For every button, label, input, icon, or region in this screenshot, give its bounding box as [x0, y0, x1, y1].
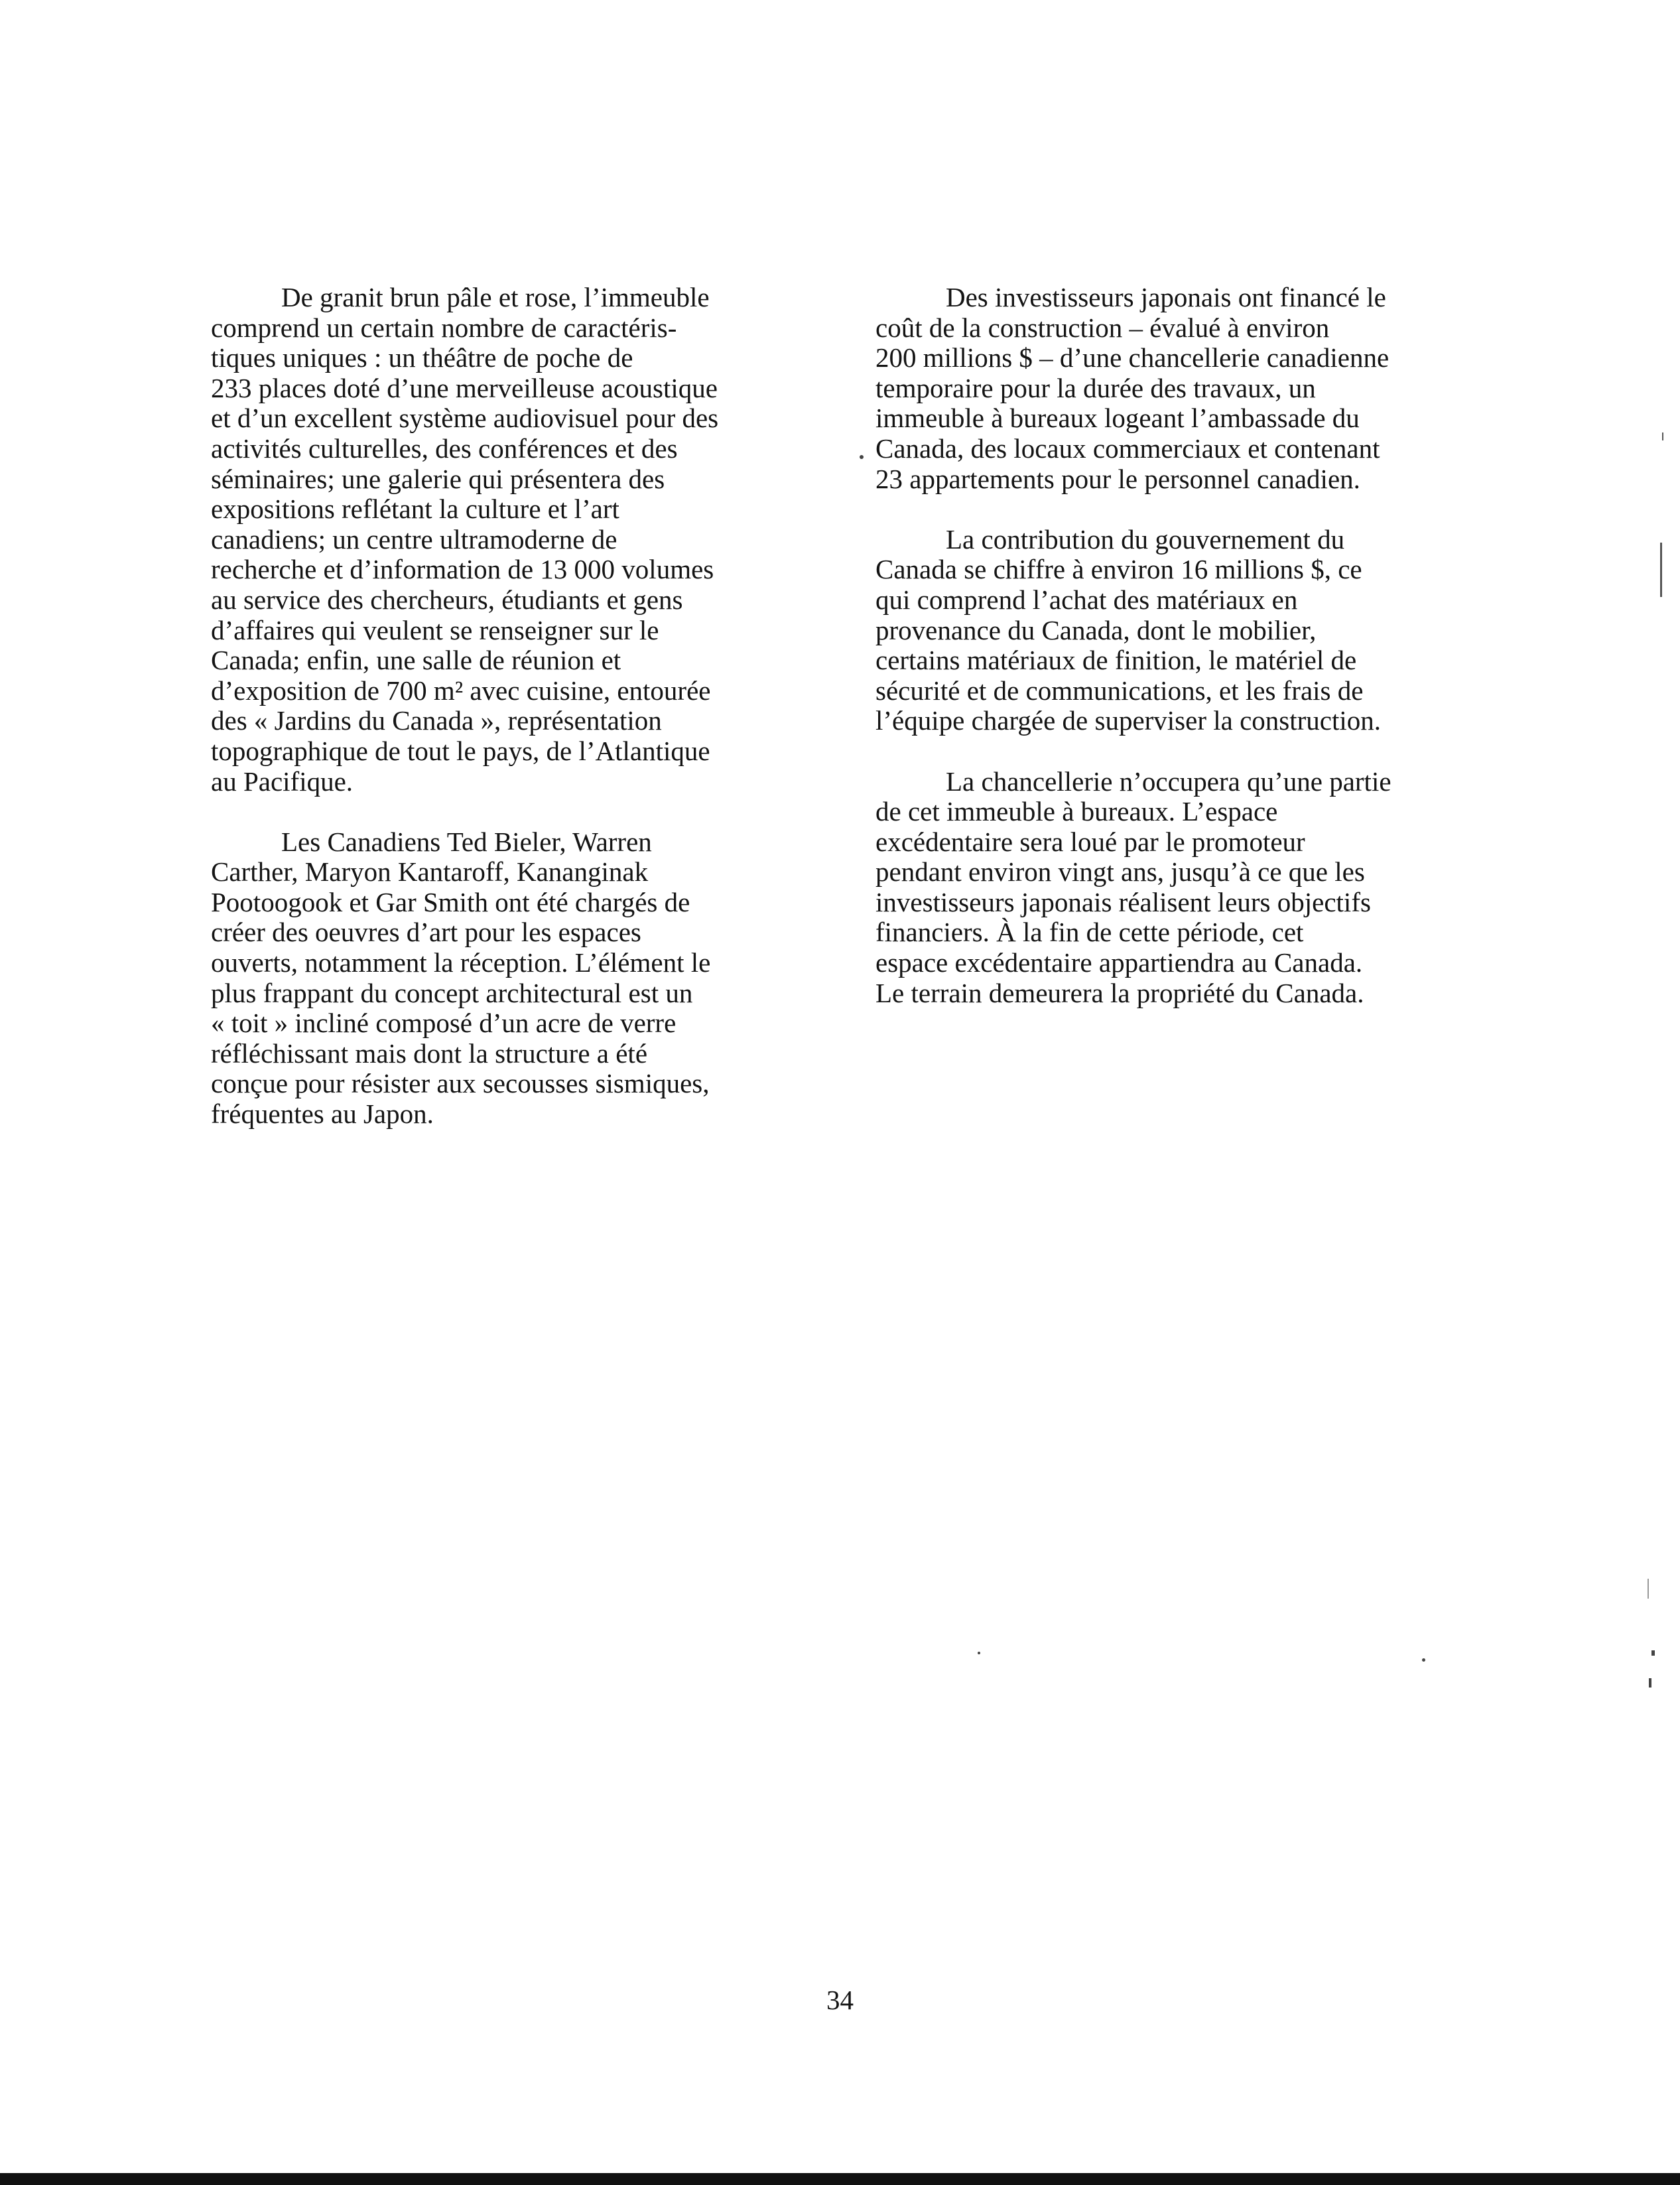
text-line: Pootoogook et Gar Smith ont été chargés de	[211, 886, 690, 917]
text-line: créer des oeuvres d’art pour les espaces	[211, 917, 641, 948]
text-line: d’affaires qui veulent se renseigner sur le	[211, 614, 659, 645]
text-line: et d’un excellent système audiovisuel pour des	[211, 403, 719, 434]
paragraph-artists	[211, 827, 795, 1130]
text-line: canadiens; un centre ultramoderne de	[211, 523, 617, 555]
text-line: séminaires; une galerie qui présentera des	[211, 463, 665, 494]
text-line: d’exposition de 700 m² avec cuisine, entourée	[211, 675, 711, 706]
scan-margin-mark	[1660, 543, 1662, 597]
text-line: au service des chercheurs, étudiants et gens	[211, 584, 683, 615]
text-line: investisseurs japonais réalisent leurs objectifs	[875, 886, 1371, 917]
text-line: financiers. À la fin de cette période, cet	[875, 917, 1304, 948]
text-line: conçue pour résister aux secousses sismiques,	[211, 1068, 710, 1099]
paragraph-investors	[875, 283, 1459, 494]
text-line: activités culturelles, des conférences et des	[211, 432, 678, 464]
text-line: recherche et d’information de 13 000 volumes	[211, 554, 714, 585]
scan-speck	[1651, 1650, 1655, 1656]
text-line: tiques uniques : un théâtre de poche de	[211, 342, 633, 373]
text-line: 200 millions $ – d’une chancellerie canadienne	[875, 342, 1389, 373]
text-line: fréquentes au Japon.	[211, 1098, 434, 1130]
text-line: l’équipe chargée de superviser la construction.	[875, 705, 1382, 736]
text-line: Canada; enfin, une salle de réunion et	[211, 645, 621, 676]
text-line: au Pacifique.	[211, 765, 354, 797]
text-line: Canada se chiffre à environ 16 millions $, ce	[875, 554, 1362, 585]
text-line: plus frappant du concept architectural est un	[211, 977, 693, 1008]
text-line: 23 appartements pour le personnel canadien.	[875, 463, 1360, 494]
paragraph-building-features	[211, 283, 795, 797]
text-line: certains matériaux de finition, le matériel de	[875, 645, 1357, 676]
text-line: temporaire pour la durée des travaux, un	[875, 372, 1316, 403]
text-line: « toit » incliné composé d’un acre de verre	[211, 1008, 677, 1039]
right-column	[875, 283, 1459, 1008]
text-line: De granit brun pâle et rose, l’immeuble	[281, 282, 710, 312]
text-line: 233 places doté d’une merveilleuse acoustique	[211, 372, 718, 403]
text-line: excédentaire sera loué par le promoteur	[875, 826, 1305, 857]
scan-bottom-edge	[0, 2173, 1680, 2185]
text-line: Les Canadiens Ted Bieler, Warren	[281, 826, 652, 857]
paragraph-chancellery-space	[875, 767, 1459, 1009]
text-line: espace excédentaire appartiendra au Canada.	[875, 947, 1363, 978]
text-line: expositions reflétant la culture et l’art	[211, 494, 619, 525]
text-line: coût de la construction – évalué à environ	[875, 312, 1330, 343]
text-line: Le terrain demeurera la propriété du Canada.	[875, 977, 1364, 1008]
page-number: 34	[826, 1985, 854, 2015]
text-line: immeuble à bureaux logeant l’ambassade du	[875, 403, 1360, 434]
scan-speck	[978, 1652, 980, 1654]
text-line: Canada, des locaux commerciaux et contenant	[875, 432, 1380, 464]
text-line: topographique de tout le pays, de l’Atlantique	[211, 735, 710, 766]
text-line: La contribution du gouvernement du	[946, 523, 1345, 555]
text-line: provenance du Canada, dont le mobilier,	[875, 614, 1317, 645]
left-column	[211, 283, 795, 1130]
text-line: Carther, Maryon Kantaroff, Kananginak	[211, 856, 649, 888]
text-line: ouverts, notamment la réception. L’élément le	[211, 947, 711, 978]
paragraph-gap	[875, 494, 1459, 525]
text-line: des « Jardins du Canada », représentation	[211, 705, 662, 736]
scan-margin-mark	[1648, 1579, 1649, 1599]
paragraph-gap	[875, 736, 1459, 767]
paragraph-government-contribution	[875, 525, 1459, 736]
text-line: sécurité et de communications, et les frais de	[875, 675, 1364, 706]
scan-speck	[1649, 1678, 1651, 1688]
paragraph-gap	[211, 797, 795, 827]
text-line: pendant environ vingt ans, jusqu’à ce que les	[875, 856, 1365, 888]
text-line: qui comprend l’achat des matériaux en	[875, 584, 1298, 615]
text-line: de cet immeuble à bureaux. L’espace	[875, 796, 1278, 827]
text-line: Des investisseurs japonais ont financé le	[946, 282, 1386, 312]
text-line: La chancellerie n’occupera qu’une partie	[946, 765, 1391, 797]
text-line: réfléchissant mais dont la structure a été	[211, 1037, 648, 1069]
scan-margin-mark	[1662, 432, 1663, 440]
text-line: comprend un certain nombre de caractéris-	[211, 312, 677, 343]
scan-speck	[860, 455, 864, 459]
scan-speck	[1422, 1658, 1425, 1662]
